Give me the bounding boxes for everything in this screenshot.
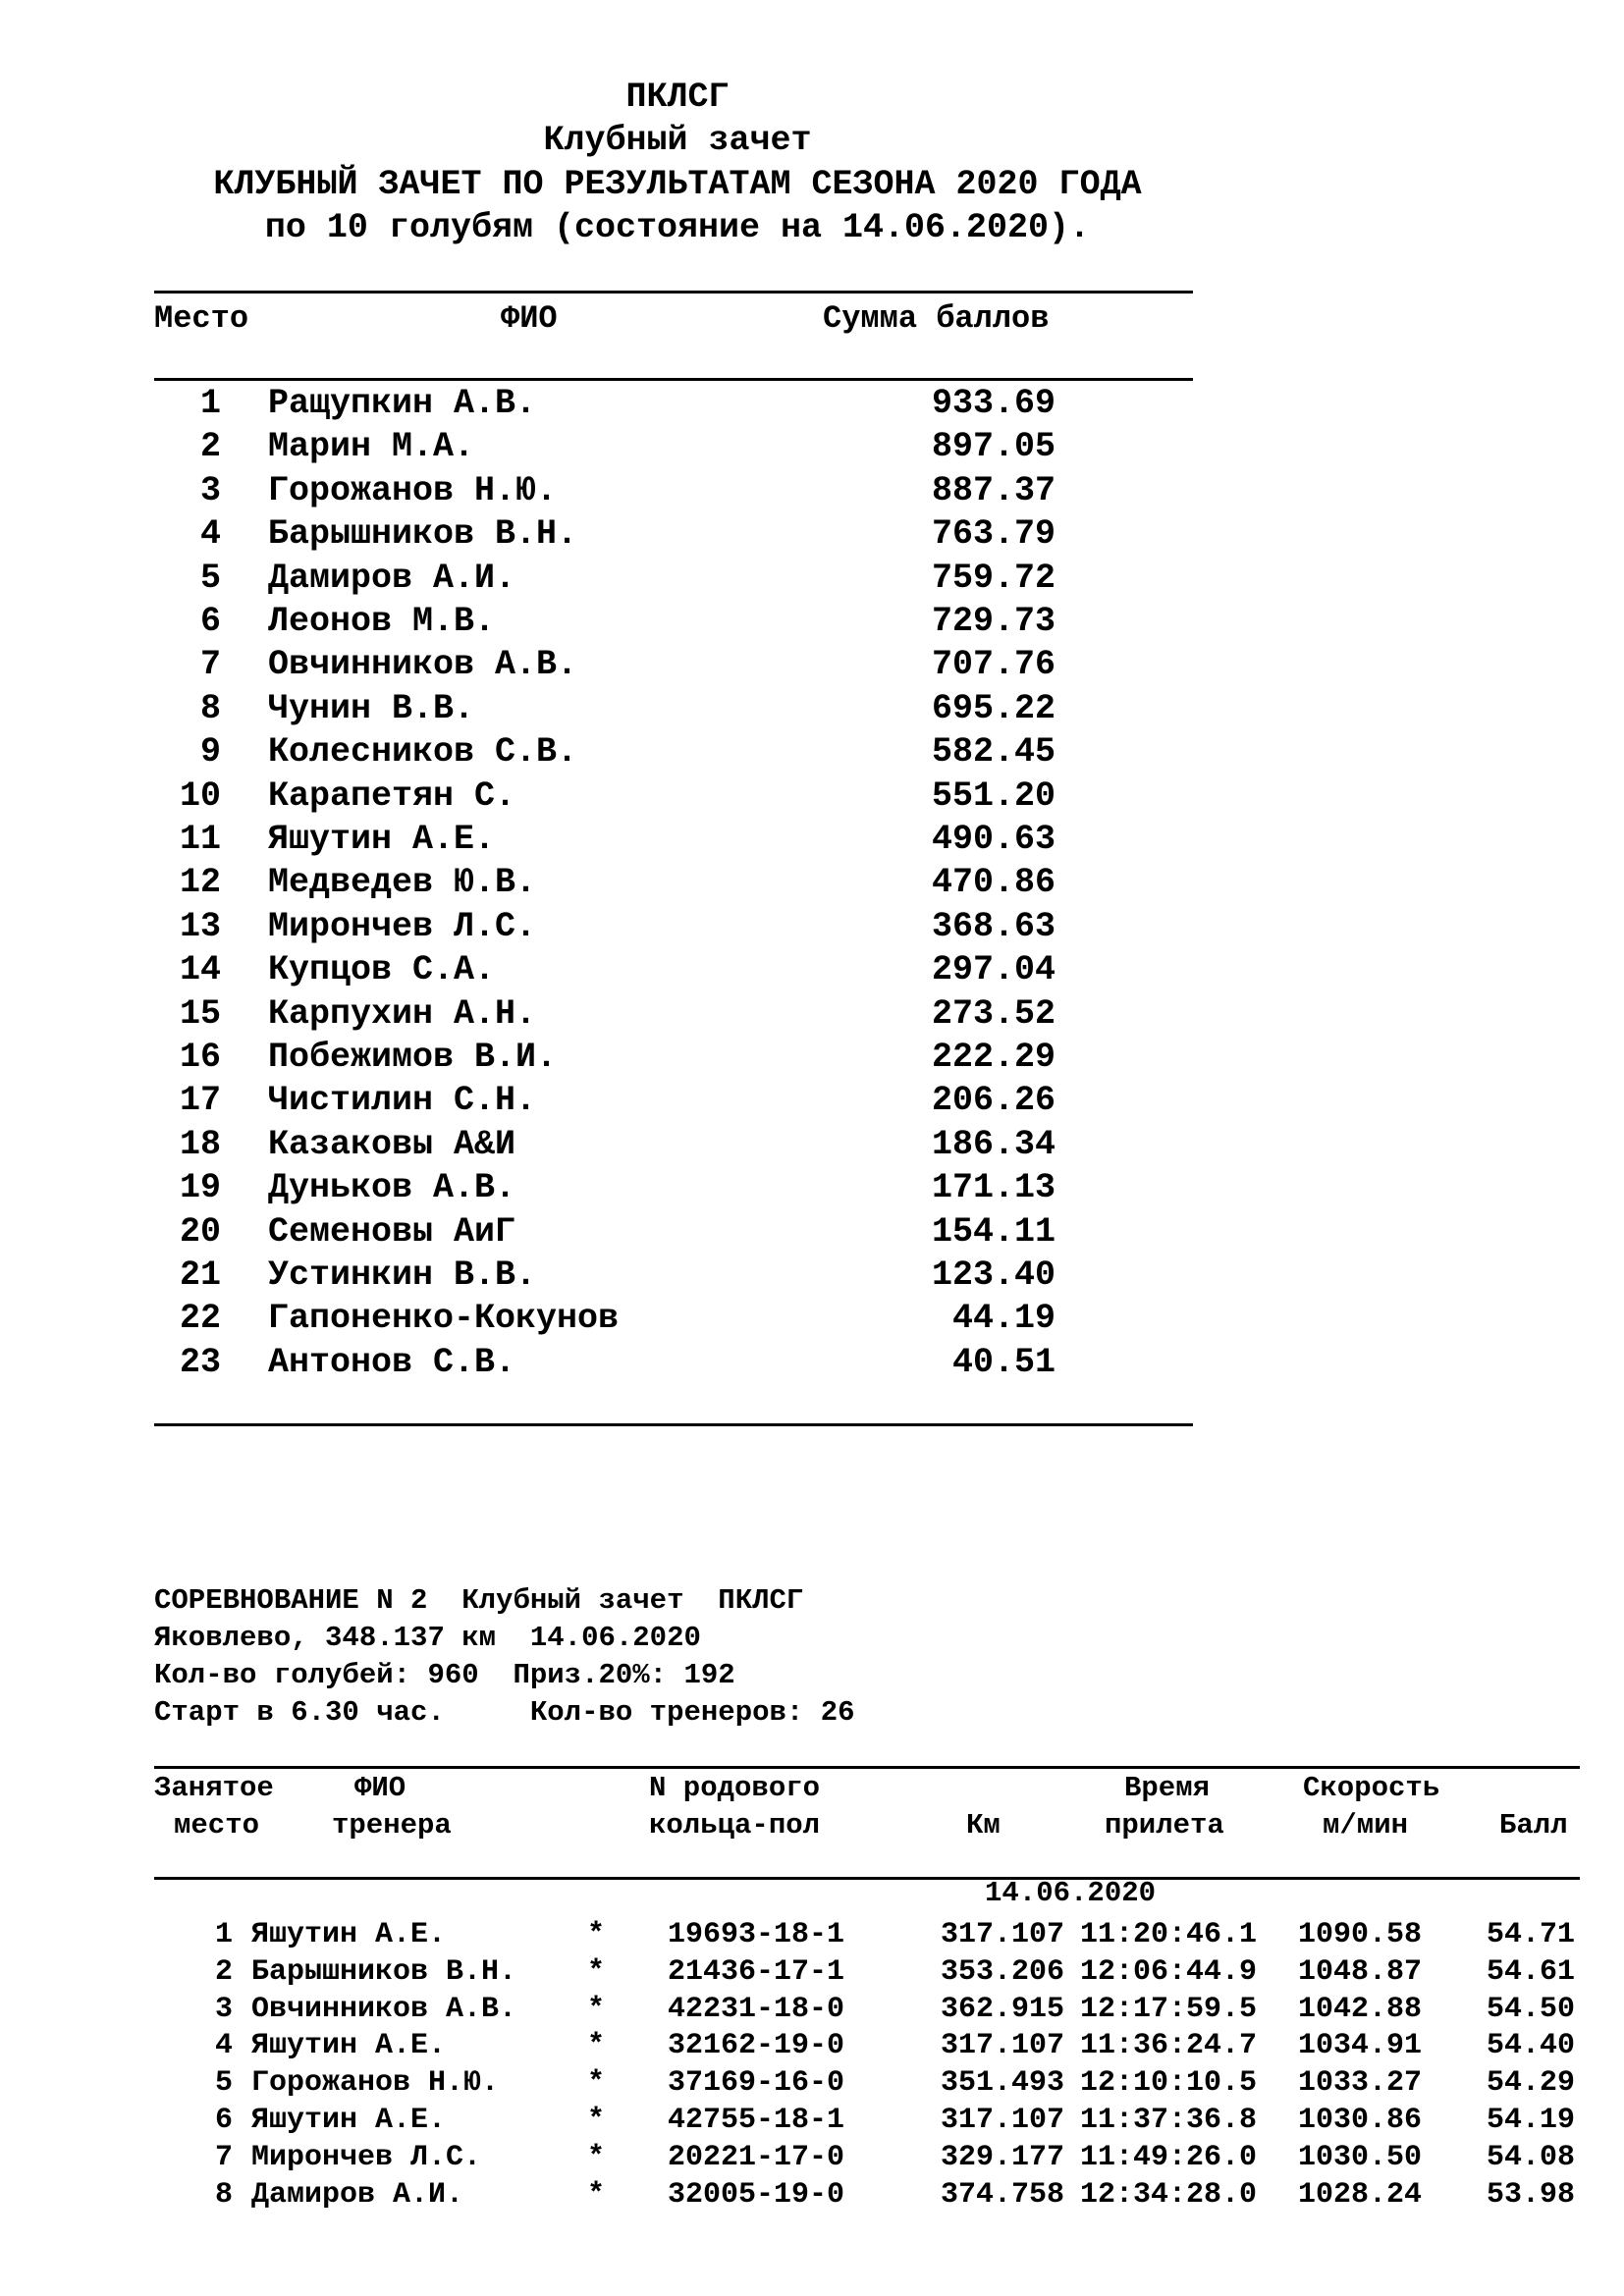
name-cell: Карапетян С. <box>268 775 516 816</box>
report-subtitle: Клубный зачет <box>543 121 812 160</box>
name-cell: Овчинников А.В. <box>268 645 578 685</box>
score-cell: 729.73 <box>931 602 1056 641</box>
score-cell: 551.20 <box>931 775 1056 816</box>
table-row <box>0 471 1624 514</box>
score-cell: 582.45 <box>931 732 1056 773</box>
ball-cell: 54.40 <box>1486 2029 1575 2063</box>
col-speed-line2: м/мин <box>1323 1809 1409 1842</box>
table-row <box>0 820 1624 863</box>
place-cell: 2 <box>214 1954 233 1989</box>
ring-cell: 37169-16-0 <box>668 2066 845 2101</box>
name-cell: Леонов М.В. <box>268 602 496 641</box>
score-cell: 206.26 <box>931 1081 1056 1121</box>
table-row <box>0 863 1624 906</box>
place-cell: 5 <box>214 2066 233 2101</box>
summary-header-rule <box>154 378 1193 381</box>
star-cell: * <box>587 2177 606 2212</box>
name-cell: Мирончев Л.С. <box>268 906 537 946</box>
table-row <box>0 1212 1624 1255</box>
score-cell: 154.11 <box>931 1211 1056 1252</box>
name-cell: Барышников В.Н. <box>268 514 578 555</box>
time-cell: 11:49:26.0 <box>1080 2140 1258 2174</box>
time-cell: 12:06:44.9 <box>1080 1954 1258 1989</box>
name-cell: Антонов С.В. <box>268 1342 516 1382</box>
col-place-line2: место <box>174 1809 260 1842</box>
competition-line-2: Яковлево, 348.137 км 14.06.2020 <box>154 1622 701 1654</box>
table-row <box>0 1955 1624 1993</box>
ball-cell: 54.08 <box>1486 2140 1575 2174</box>
report-note: по 10 голубям (состояние на 14.06.2020). <box>264 208 1091 247</box>
name-cell: Устинкин В.В. <box>268 1255 537 1295</box>
table-row <box>0 1343 1624 1386</box>
name-cell: Дамиров А.И. <box>268 558 516 598</box>
name-cell: Чистилин С.Н. <box>268 1081 537 1121</box>
table-row <box>0 2029 1624 2066</box>
place-cell: 1 <box>199 384 221 423</box>
name-cell: Яшутин А.Е. <box>251 2029 447 2063</box>
name-cell: Овчинников А.В. <box>251 1992 517 2026</box>
place-cell: 14 <box>179 950 221 990</box>
table-row <box>0 1255 1624 1299</box>
name-cell: Ращупкин А.В. <box>268 384 537 423</box>
name-cell: Мирончев Л.С. <box>251 2140 482 2174</box>
table-row <box>0 1918 1624 1955</box>
summary-top-rule <box>154 291 1193 294</box>
table-row <box>0 1038 1624 1081</box>
time-cell: 11:36:24.7 <box>1080 2029 1258 2063</box>
place-cell: 2 <box>199 427 221 467</box>
score-cell: 44.19 <box>951 1299 1056 1339</box>
km-cell: 317.107 <box>940 1918 1064 1951</box>
col-place: Место <box>154 300 249 337</box>
col-score: Сумма баллов <box>823 300 1050 337</box>
table-row <box>0 2066 1624 2104</box>
name-cell: Яшутин А.Е. <box>268 820 496 859</box>
competition-date: 14.06.2020 <box>985 1877 1157 1909</box>
table-row <box>0 950 1624 993</box>
name-cell: Карпухин А.Н. <box>268 993 537 1034</box>
col-speed-line1: Скорость <box>1303 1772 1440 1804</box>
star-cell: * <box>587 1918 606 1951</box>
place-cell: 21 <box>179 1255 221 1295</box>
score-cell: 368.63 <box>931 906 1056 946</box>
name-cell: Дамиров А.И. <box>251 2177 464 2212</box>
table-row <box>0 384 1624 427</box>
ring-cell: 32005-19-0 <box>668 2177 845 2212</box>
star-cell: * <box>587 1954 606 1989</box>
score-cell: 40.51 <box>951 1342 1056 1382</box>
place-cell: 7 <box>199 645 221 685</box>
name-cell: Горожанов Н.Ю. <box>251 2066 500 2101</box>
ring-cell: 19693-18-1 <box>668 1918 845 1951</box>
ring-cell: 21436-17-1 <box>668 1954 845 1989</box>
competition-top-rule <box>154 1766 1580 1769</box>
col-ball: Балл <box>1499 1809 1568 1842</box>
time-cell: 11:20:46.1 <box>1080 1918 1258 1951</box>
place-cell: 19 <box>179 1168 221 1208</box>
score-cell: 297.04 <box>931 950 1056 990</box>
star-cell: * <box>587 2140 606 2174</box>
score-cell: 887.37 <box>931 470 1056 510</box>
ring-cell: 32162-19-0 <box>668 2029 845 2063</box>
place-cell: 13 <box>179 906 221 946</box>
table-row <box>0 559 1624 602</box>
speed-cell: 1028.24 <box>1298 2177 1423 2212</box>
place-cell: 9 <box>199 732 221 773</box>
place-cell: 11 <box>179 820 221 859</box>
place-cell: 10 <box>179 775 221 816</box>
table-row <box>0 2178 1624 2216</box>
summary-bottom-rule <box>154 1423 1193 1426</box>
ring-cell: 42755-18-1 <box>668 2104 845 2137</box>
name-cell: Марин М.А. <box>268 427 475 467</box>
name-cell: Горожанов Н.Ю. <box>268 470 558 510</box>
time-cell: 12:34:28.0 <box>1080 2177 1258 2212</box>
place-cell: 8 <box>214 2177 233 2212</box>
score-cell: 933.69 <box>931 384 1056 423</box>
ring-cell: 42231-18-0 <box>668 1992 845 2026</box>
place-cell: 3 <box>199 470 221 510</box>
col-name-line1: ФИО <box>354 1772 406 1804</box>
name-cell: Яшутин А.Е. <box>251 1918 447 1951</box>
place-cell: 17 <box>179 1081 221 1121</box>
score-cell: 123.40 <box>931 1255 1056 1295</box>
place-cell: 7 <box>214 2140 233 2174</box>
ring-cell: 20221-17-0 <box>668 2140 845 2174</box>
km-cell: 329.177 <box>940 2140 1064 2174</box>
score-cell: 695.22 <box>931 688 1056 728</box>
place-cell: 3 <box>214 1992 233 2026</box>
name-cell: Чунин В.В. <box>268 688 475 728</box>
score-cell: 759.72 <box>931 558 1056 598</box>
place-cell: 1 <box>214 1918 233 1951</box>
speed-cell: 1048.87 <box>1298 1954 1423 1989</box>
place-cell: 20 <box>179 1211 221 1252</box>
speed-cell: 1033.27 <box>1298 2066 1423 2101</box>
time-cell: 12:10:10.5 <box>1080 2066 1258 2101</box>
km-cell: 317.107 <box>940 2104 1064 2137</box>
place-cell: 23 <box>179 1342 221 1382</box>
table-row <box>0 994 1624 1038</box>
place-cell: 18 <box>179 1124 221 1164</box>
table-row <box>0 1299 1624 1342</box>
name-cell: Яшутин А.Е. <box>251 2104 447 2137</box>
score-cell: 470.86 <box>931 863 1056 903</box>
table-row <box>0 776 1624 820</box>
name-cell: Купцов С.А. <box>268 950 496 990</box>
km-cell: 374.758 <box>940 2177 1064 2212</box>
speed-cell: 1034.91 <box>1298 2029 1423 2063</box>
speed-cell: 1030.50 <box>1298 2140 1423 2174</box>
table-row <box>0 2141 1624 2178</box>
name-cell: Побежимов В.И. <box>268 1038 558 1077</box>
star-cell: * <box>587 1992 606 2026</box>
col-time-line2: прилета <box>1105 1809 1224 1842</box>
name-cell: Казаковы А&И <box>268 1124 516 1164</box>
report-title: КЛУБНЫЙ ЗАЧЕТ ПО РЕЗУЛЬТАТАМ СЕЗОНА 2020 ГОДА <box>213 165 1142 204</box>
place-cell: 6 <box>214 2104 233 2137</box>
star-cell: * <box>587 2066 606 2101</box>
ball-cell: 54.19 <box>1486 2104 1575 2137</box>
table-row <box>0 1125 1624 1168</box>
place-cell: 4 <box>214 2029 233 2063</box>
place-cell: 16 <box>179 1038 221 1077</box>
km-cell: 353.206 <box>940 1954 1064 1989</box>
table-row <box>0 1168 1624 1211</box>
table-row <box>0 2104 1624 2141</box>
ball-cell: 54.29 <box>1486 2066 1575 2101</box>
score-cell: 897.05 <box>931 427 1056 467</box>
km-cell: 351.493 <box>940 2066 1064 2101</box>
table-row <box>0 732 1624 775</box>
place-cell: 15 <box>179 993 221 1034</box>
ball-cell: 54.71 <box>1486 1918 1575 1951</box>
score-cell: 171.13 <box>931 1168 1056 1208</box>
star-cell: * <box>587 2029 606 2063</box>
name-cell: Семеновы АиГ <box>268 1211 516 1252</box>
score-cell: 707.76 <box>931 645 1056 685</box>
table-row <box>0 1081 1624 1124</box>
name-cell: Дуньков А.В. <box>268 1168 516 1208</box>
org-title: ПКЛСГ <box>625 78 730 117</box>
col-name: ФИО <box>501 300 558 337</box>
score-cell: 186.34 <box>931 1124 1056 1164</box>
place-cell: 5 <box>199 558 221 598</box>
place-cell: 6 <box>199 602 221 641</box>
speed-cell: 1042.88 <box>1298 1992 1423 2026</box>
star-cell: * <box>587 2104 606 2137</box>
col-km: Км <box>966 1809 1001 1842</box>
competition-line-1: СОРЕВНОВАНИЕ N 2 Клубный зачет ПКЛСГ <box>154 1584 804 1617</box>
name-cell: Гапоненко-Кокунов <box>268 1299 620 1339</box>
speed-cell: 1090.58 <box>1298 1918 1423 1951</box>
score-cell: 273.52 <box>931 993 1056 1034</box>
score-cell: 222.29 <box>931 1038 1056 1077</box>
time-cell: 11:37:36.8 <box>1080 2104 1258 2137</box>
col-place-line1: Занятое <box>154 1772 274 1804</box>
competition-line-4: Старт в 6.30 час. Кол-во тренеров: 26 <box>154 1696 855 1729</box>
score-cell: 763.79 <box>931 514 1056 555</box>
col-ring-line1: N родового <box>649 1772 821 1804</box>
place-cell: 12 <box>179 863 221 903</box>
time-cell: 12:17:59.5 <box>1080 1992 1258 2026</box>
place-cell: 22 <box>179 1299 221 1339</box>
speed-cell: 1030.86 <box>1298 2104 1423 2137</box>
km-cell: 317.107 <box>940 2029 1064 2063</box>
name-cell: Медведев Ю.В. <box>268 863 537 903</box>
km-cell: 362.915 <box>940 1992 1064 2026</box>
competition-header-rule <box>154 1877 1580 1880</box>
table-row <box>0 514 1624 558</box>
table-row <box>0 907 1624 950</box>
competition-line-3: Кол-во голубей: 960 Приз.20%: 192 <box>154 1659 735 1691</box>
ball-cell: 54.50 <box>1486 1992 1575 2026</box>
table-row <box>0 645 1624 688</box>
col-name-line2: тренера <box>332 1809 452 1842</box>
place-cell: 4 <box>199 514 221 555</box>
col-time-line1: Время <box>1124 1772 1211 1804</box>
table-row <box>0 427 1624 470</box>
ball-cell: 53.98 <box>1486 2177 1575 2212</box>
score-cell: 490.63 <box>931 820 1056 859</box>
table-row <box>0 689 1624 732</box>
table-row <box>0 1993 1624 2030</box>
name-cell: Колесников С.В. <box>268 732 578 773</box>
name-cell: Барышников В.Н. <box>251 1954 517 1989</box>
ball-cell: 54.61 <box>1486 1954 1575 1989</box>
table-row <box>0 602 1624 645</box>
col-ring-line2: кольца-пол <box>649 1809 821 1842</box>
place-cell: 8 <box>199 688 221 728</box>
